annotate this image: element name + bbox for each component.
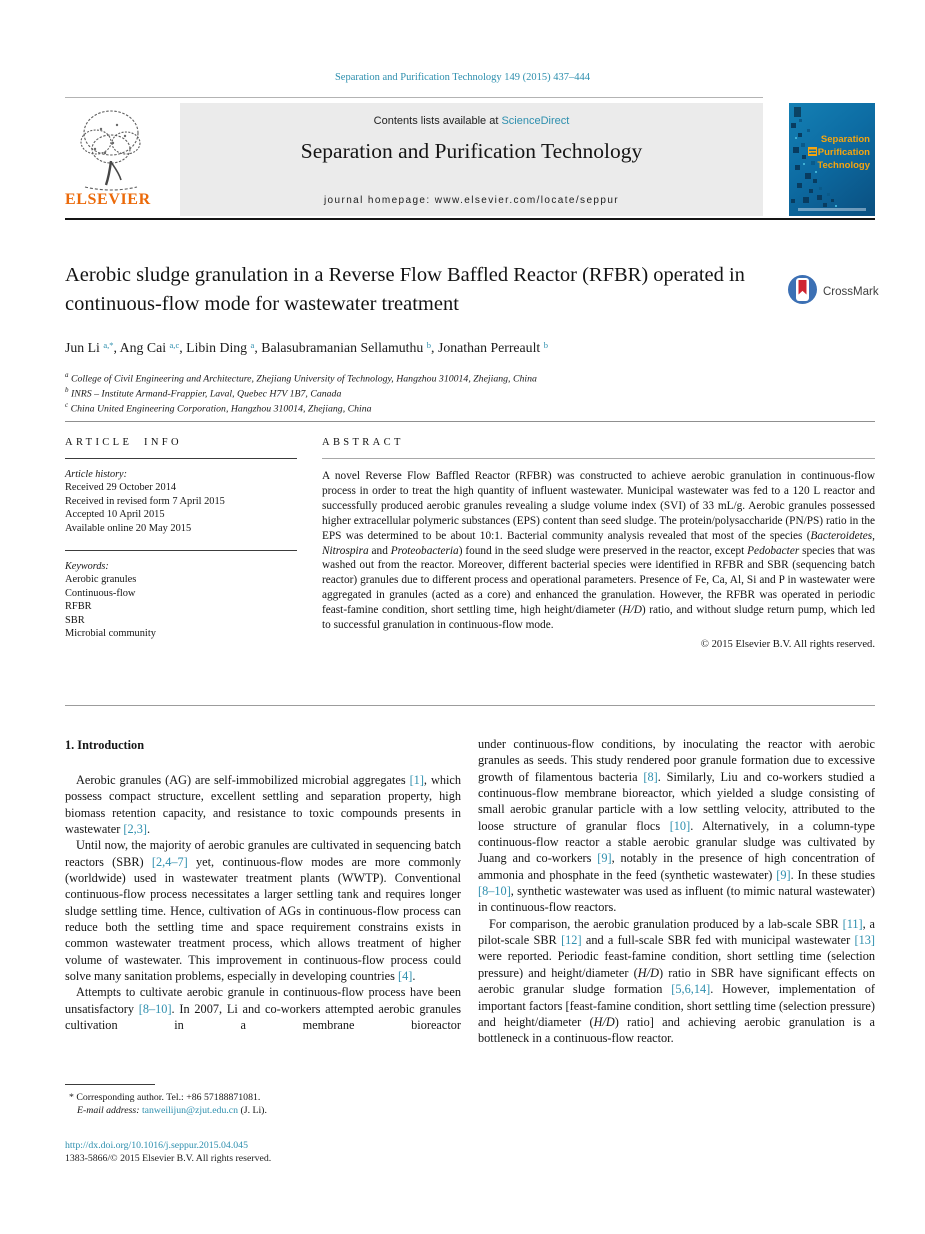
elsevier-logo [65, 103, 177, 216]
text-segment: were reported. Periodic feast-famine condition, short settling time (selection pressure) and height/diameter ( [478, 949, 875, 980]
keywords-label: Keywords: [65, 561, 109, 573]
inline-link[interactable]: tanweilijun@zjut.edu.cn [141, 1105, 239, 1117]
author-list [65, 340, 835, 356]
inline-link[interactable]: [8–10] [138, 1001, 172, 1016]
text-segment: ) ratio] and achieving aerobic granulation is a bottleneck in a continuous-flow reactor. [478, 1014, 875, 1046]
text-segment: ) ratio, and without sludge return pump, which led to successful granulation in continuous-flow mode. [322, 604, 875, 632]
text-segment: , Libin Ding [179, 340, 251, 355]
inline-link[interactable]: [9] [597, 851, 612, 866]
text-segment: species that was washed out from the reactor. Moreover, different bacterial species were identified in RFBR and SBR (sequencing batch reactor) granules due to different process and operational parameters. Presence of Fe, Ca, Al, Si and P in wastewater were aggregated in granules (acted as a core) and enhanced the granulation. However, the RFBR was operated in periodic feast-famine condition, short settling time, high height/diameter ( [322, 544, 875, 617]
article-title: Aerobic sludge granulation in a Reverse Flow Baffled Reactor (RFBR) operated in continuous-flow mode for wastewater treatment [65, 264, 745, 315]
keyword: Aerobic granules [65, 574, 137, 586]
ampersand-mark-icon [808, 147, 817, 156]
journal-homepage-link[interactable]: journal homepage: www.elsevier.com/locate/seppur [323, 195, 620, 206]
text-segment: , Jonathan Perreault [431, 340, 544, 355]
text-segment: ) found in the seed sludge were preserved in the reactor, except [458, 544, 748, 557]
paragraph [65, 837, 461, 984]
text-segment: . [146, 822, 151, 837]
article-info-heading: ARTICLE INFO [65, 437, 182, 448]
keyword: RFBR [65, 601, 92, 613]
section-heading-introduction: 1. Introduction [65, 738, 145, 752]
copyright-line: © 2015 Elsevier B.V. All rights reserved. [700, 638, 875, 650]
doi-link[interactable]: http://dx.doi.org/10.1016/j.seppur.2015.04.045 [65, 1140, 248, 1151]
text-segment: . Alternatively, in a column-type continuous-flow reactor a stable aerobic granular sludge was cultivated by Juang and co-workers [478, 818, 875, 866]
contents-prefix: Contents lists available at [373, 115, 502, 127]
keyword: SBR [65, 614, 85, 626]
text-segment: A novel Reverse Flow Baffled Reactor (RFBR) was constructed to achieve aerobic granulation in continuous-flow process in order to treat the high quantity of influent wastewater. Municipal wastewater was fed to a 120 L reactor and successfully produced aerobic granules revealing a sludge volume index (SVI) of 33 mL/g. Aerobic granules possessed higher extracellular polymeric substances (EPS) content than seed sludge. The protein/polysaccharide (PN/PS) ratio in the EPS was determined to be about 10:1. Bacterial community analysis revealed that most of the species ( [322, 470, 875, 542]
abstract-column [322, 437, 875, 650]
inline-link[interactable]: [2,4–7] [151, 854, 188, 869]
keyword: Microbial community [65, 628, 156, 640]
inline-link[interactable]: [4] [397, 969, 413, 984]
issn-copyright-line: 1383-5866/© 2015 Elsevier B.V. All rights reserved. [65, 1153, 272, 1165]
text-segment: Aerobic granules (AG) are self-immobilized microbial aggregates [76, 773, 410, 787]
inline-link[interactable]: [8] [643, 769, 658, 784]
history-label: Article history: [65, 469, 127, 480]
section-divider-rule [65, 705, 875, 706]
journal-banner [65, 103, 875, 216]
cover-title-line3: Technology [817, 160, 870, 171]
inline-link[interactable]: b [543, 340, 548, 351]
article-info-column [65, 437, 297, 640]
inline-link[interactable]: a [250, 340, 255, 351]
paragraph [478, 736, 875, 916]
footnote-rule [65, 1084, 155, 1085]
cover-title [808, 133, 870, 172]
running-head-citation: Separation and Purification Technology 149 (2015) 437–444 [334, 72, 591, 83]
cover-footer-strip [798, 208, 866, 211]
info-top-rule [65, 421, 875, 422]
text-segment: Until now, the majority of aerobic granules are cultivated in sequencing batch reactors (SBR) [65, 838, 461, 869]
inline-link[interactable]: a,c [169, 340, 180, 351]
text-segment: under continuous-flow conditions, by inoculating the reactor with aerobic granules as seeds. This study rendered poor granule formation due to excessive growth of filamentous bacteria [478, 737, 875, 784]
journal-cover-thumbnail[interactable] [789, 103, 875, 216]
header-divider [65, 97, 763, 98]
banner-bottom-rule [65, 218, 875, 220]
affiliation-item: $^b$ INRS – Institute Armand-Frappier, Laval, Quebec H7V 1B7, Canada [65, 386, 342, 400]
body-column-right [478, 736, 875, 1047]
sciencedirect-link[interactable]: ScienceDirect [501, 115, 570, 127]
elsevier-wordmark: ELSEVIER [65, 191, 151, 208]
footnote-block [65, 1084, 395, 1117]
inline-link[interactable]: [10] [669, 818, 691, 833]
divider [65, 550, 297, 551]
text-segment: yet, continuous-flow modes are more commonly (worldwide) used in wastewater treatment plants (WWTP). Conventional continuous-flow process necessitates a larger settling tank and requires longer sludge settling time. Hence, cultivation of AGs in continuous-flow process can reduce both the settling time and space requirement constrains exists in common wastewater treatment process, which allows treatment of higher volume of wastewater. This improvement in continuous-flow process could solve many sanitation problems, especially in developing countries [65, 854, 461, 984]
text-segment: . In these studies [790, 867, 876, 882]
body-column-left [65, 736, 461, 1034]
inline-link[interactable]: [2,3] [123, 822, 147, 837]
inline-link[interactable]: a,* [103, 340, 114, 351]
text-segment: , synthetic wastewater was used as influent (to mimic natural wastewater) in continuous-flow reactors. [478, 884, 875, 915]
crossmark-label: CrossMark [823, 286, 879, 298]
inline-link[interactable]: [12] [561, 933, 582, 948]
bottom-identifiers [65, 1139, 271, 1165]
divider [65, 458, 297, 459]
text-segment: (J. Li). [238, 1105, 267, 1117]
text-segment: H/D [622, 604, 642, 617]
text-segment: , notably in the presence of high concentration of ammonia and phosphate in the feed (synthetic wastewater) [478, 851, 875, 882]
journal-header-box [180, 103, 763, 216]
cover-title-line1: Separation [820, 134, 870, 145]
abstract-heading: ABSTRACT [322, 437, 404, 448]
text-segment: Bacteroidetes [810, 529, 873, 542]
text-segment: , [872, 529, 875, 542]
cover-publisher-mark-icon [794, 107, 801, 117]
paragraph [478, 916, 875, 1047]
inline-link[interactable]: [13] [854, 933, 875, 948]
corresponding-author-note: * Corresponding author. Tel.: +86 57188871081. [69, 1092, 261, 1103]
paragraph [65, 984, 461, 1033]
text-segment: ) ratio in SBR have significant effects on aerobic granular sludge formation [478, 965, 876, 997]
crossmark-badge[interactable] [787, 274, 887, 310]
inline-link[interactable]: [8–10] [478, 884, 511, 899]
text-segment: E-mail address: [77, 1105, 142, 1117]
divider [322, 458, 875, 459]
article-body [65, 736, 875, 1186]
text-segment: , which possess compact structure, excellent settling and separation property, high biomass retention capacity, and resistance to toxic compounds presents in wastewater [65, 773, 461, 837]
inline-link[interactable]: [11] [842, 916, 863, 931]
contents-line [180, 115, 763, 127]
text-segment: Attempts to cultivate aerobic granule in continuous-flow process have been unsatisfactory [65, 985, 461, 1016]
crossmark-icon [787, 274, 818, 310]
inline-link[interactable]: [9] [776, 867, 791, 882]
journal-title: Separation and Purification Technology [300, 139, 643, 163]
paragraph [65, 772, 461, 837]
text-segment: . [412, 969, 416, 984]
history-line: Received in revised form 7 April 2015 [65, 495, 225, 507]
text-segment: Jun Li [65, 340, 104, 355]
text-segment: For comparison, the aerobic granulation produced by a lab-scale SBR [489, 916, 843, 931]
history-line: Received 29 October 2014 [65, 482, 177, 494]
text-segment: . However, implementation of important factors [feast-famine condition, short settling time (selection pressure) and height/diameter ( [478, 982, 876, 1029]
text-segment: . Similarly, Liu and co-workers studied a continuous-flow membrane bioreactor, which yielded a sludge consisting of small aerobic granular particle with a low settling velocity, attributed to the loose structure of granular flocs [478, 769, 875, 833]
elsevier-tree-icon [65, 103, 177, 193]
affiliation-item: $^c$ China United Engineering Corporation, Hangzhou 310014, Zhejiang, China [65, 401, 372, 415]
text-segment: Proteobacteria [390, 544, 459, 557]
affiliations [65, 370, 835, 415]
text-segment: , a pilot-scale SBR [478, 916, 875, 948]
text-segment: H/D [637, 965, 659, 980]
keyword: Continuous-flow [65, 587, 136, 599]
inline-link[interactable]: b [426, 340, 432, 351]
inline-link[interactable]: [5,6,14] [671, 982, 711, 997]
history-line: Available online 20 May 2015 [65, 522, 192, 534]
text-segment: , Ang Cai [113, 340, 170, 355]
text-segment: H/D [593, 1014, 615, 1029]
text-segment: and a full-scale SBR fed with municipal wastewater [581, 933, 855, 948]
cover-title-line2: Purification [808, 146, 870, 159]
text-segment: . In 2007, Li and co-workers attempted aerobic granules cultivation in a membrane bioreactor [65, 1001, 461, 1033]
text-segment: Nitrospira [322, 544, 369, 557]
text-segment: Pedobacter [747, 544, 800, 557]
inline-link[interactable]: [1] [409, 773, 424, 787]
affiliation-item: $^a$ College of Civil Engineering and Architecture, Zhejiang University of Technology, Hangzhou 310014, Zhejiang, China [65, 371, 537, 385]
email-line [65, 1104, 395, 1117]
text-segment: , Balasubramanian Sellamuthu [254, 340, 427, 355]
history-line: Accepted 10 April 2015 [65, 509, 165, 521]
abstract-text [322, 469, 875, 633]
text-segment: and [368, 544, 391, 557]
